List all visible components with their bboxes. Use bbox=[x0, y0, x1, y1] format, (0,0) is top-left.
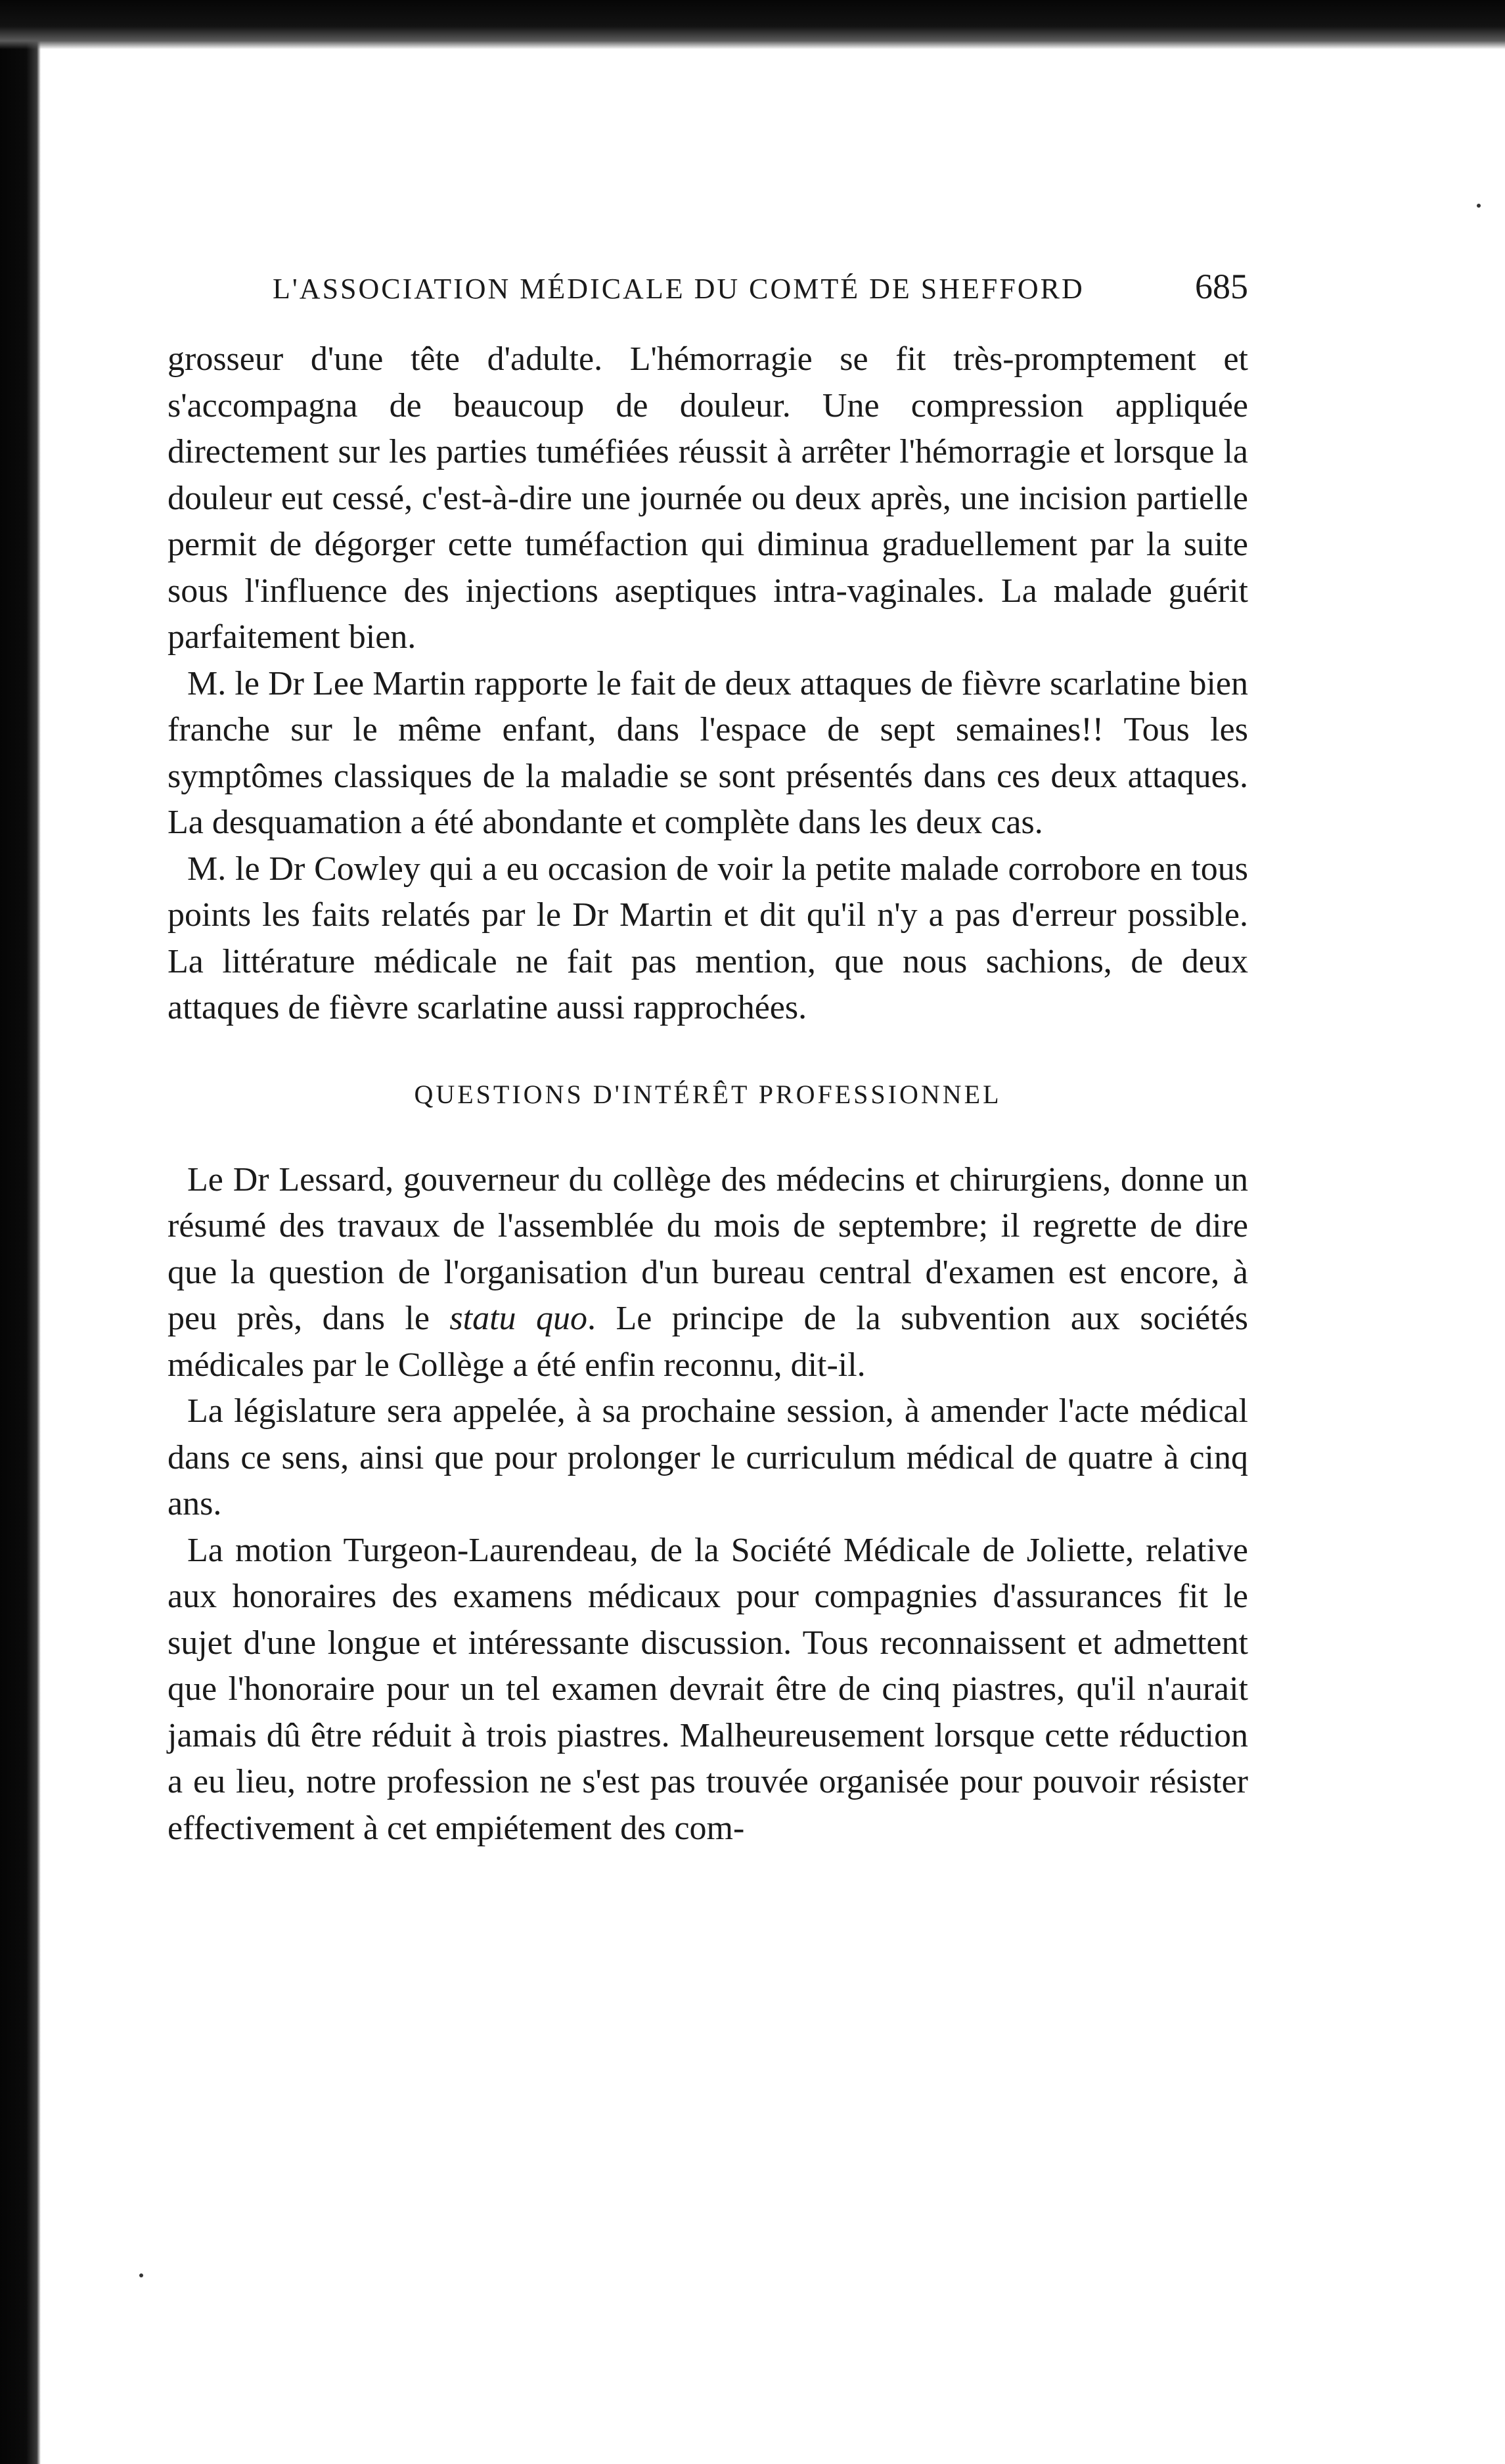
body-paragraph: grosseur d'une tête d'adulte. L'hémorragie se fit très-promptement et s'accompagna de beaucoup de douleur. Une compression appliquée directement sur les parties tuméfiées réussit à arrêter l'hémorragie et lorsque la douleur eut cessé, c'est-à-dire une journée ou deux après, une incision partielle permit de dégorger cette tuméfaction qui diminua graduellement par la suite sous l'influence des injections aseptiques intra-vaginales. La malade guérit parfaitement bien. bbox=[168, 340, 1248, 656]
section-heading: QUESTIONS D'INTÉRÊT PROFESSIONNEL bbox=[414, 1079, 1002, 1109]
scan-speck bbox=[1477, 204, 1481, 208]
body-paragraph: La motion Turgeon-Laurendeau, de la Société Médicale de Joliette, relative aux honoraires des examens médicaux pour compagnies d'assurances fit le sujet d'une longue et intéressante discussion. Tous reconnaissent et admettent que l'honoraire pour un tel examen devrait être de cinq piastres, qu'il n'aurait jamais dû être réduit à trois piastres. Malheureusement lorsque cette réduction a eu lieu, notre profession ne s'est pas trouvée organisée pour pouvoir résister effectivement à cet empiétement des com- bbox=[168, 1531, 1248, 1847]
running-head bbox=[168, 266, 1248, 307]
italic-phrase: statu quo bbox=[449, 1300, 588, 1337]
scan-binding-edge bbox=[0, 0, 41, 2464]
scan-top-edge bbox=[0, 0, 1505, 49]
scan-speck bbox=[139, 2273, 143, 2277]
document-page bbox=[168, 266, 1248, 1852]
paragraph-text: Le Dr Lessard, gouverneur du collège des médecins et chirurgiens, donne un résumé des travaux de l'assemblée du mois de septembre; il regrette de dire que la question de l'organisation d'un bureau central d'examen est encore, à peu près, dans le bbox=[168, 1160, 1248, 1337]
body-paragraph: M. le Dr Cowley qui a eu occasion de voir la petite malade corrobore en tous points les faits relatés par le Dr Martin et dit qu'il n'y a pas d'erreur possible. La littérature médicale ne fait pas mention, que nous sachions, de deux attaques de fièvre scarlatine aussi rapprochées. bbox=[168, 850, 1248, 1026]
running-head-title: L'ASSOCIATION MÉDICALE DU COMTÉ DE SHEFFORD bbox=[273, 273, 1085, 305]
body-paragraph-lessard bbox=[168, 1157, 1248, 1389]
body-paragraph: La législature sera appelée, à sa prochaine session, à amender l'acte médical dans ce sens, ainsi que pour prolonger le curriculum médical de quatre à cinq ans. bbox=[168, 1392, 1248, 1522]
paragraph-text: . Le principe de la subvention aux sociétés médicales par le Collège a été enfin reconnu, dit-il. bbox=[168, 1300, 1248, 1384]
body-paragraph: M. le Dr Lee Martin rapporte le fait de deux attaques de fièvre scarlatine bien franche sur le même enfant, dans l'espace de sept semaines!! Tous les symptômes classiques de la maladie se sont présentés dans ces deux attaques. La desquamation a été abondante et complète dans les deux cas. bbox=[168, 664, 1248, 841]
page-number: 685 bbox=[1195, 267, 1248, 306]
